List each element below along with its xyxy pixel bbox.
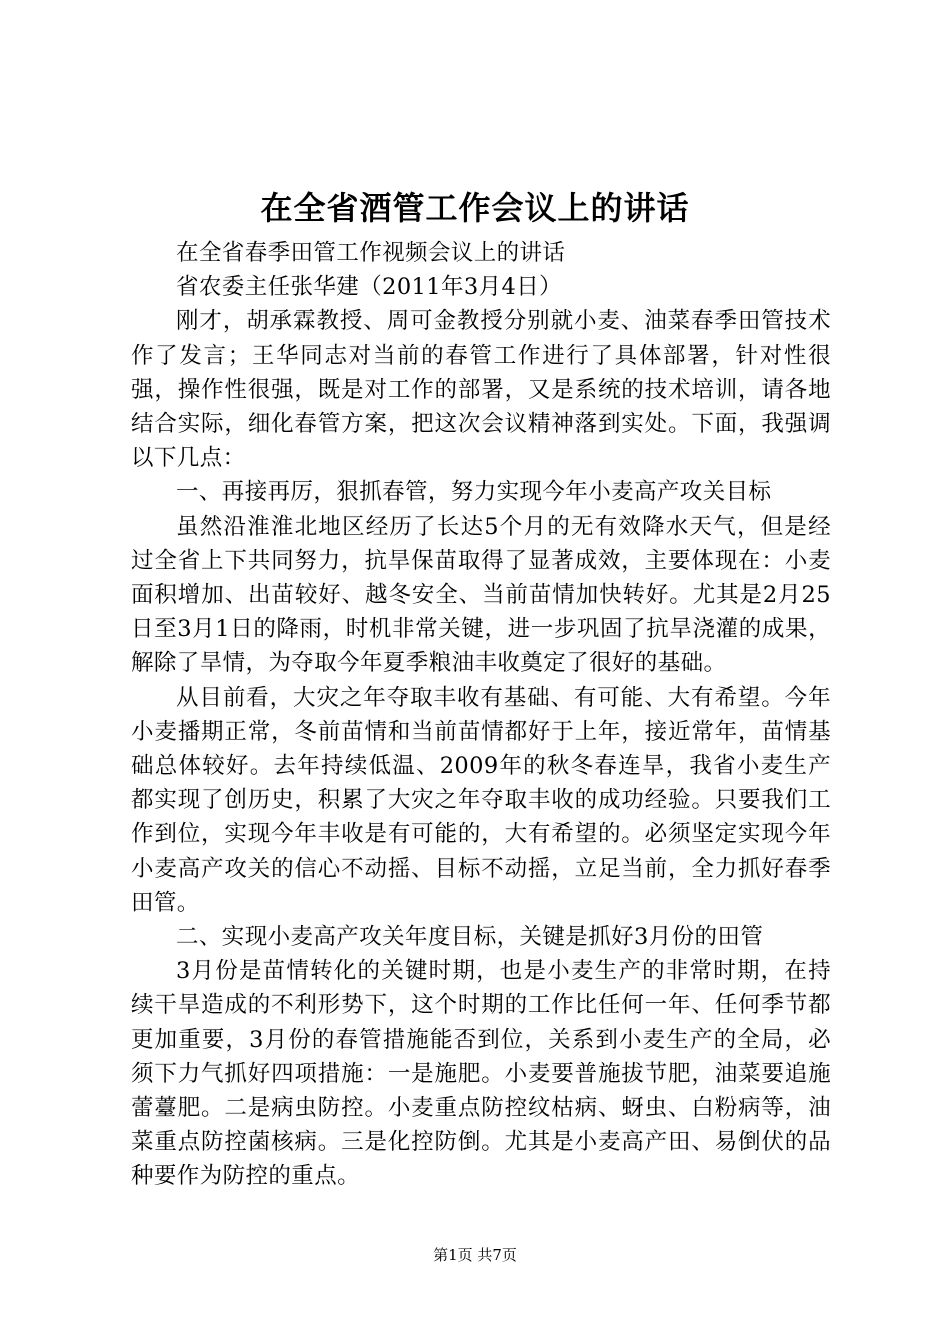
paragraph: 3月份是苗情转化的关键时期，也是小麦生产的非常时期，在持续干旱造成的不利形势下，这个时期的工作比任何一年、任何季节都更加重要，3月份的春管措施能否到位，关系到小麦生产的全局，必须下力气抓好四项措施：一是施肥。小麦要普施拔节肥，油菜要追施蕾薹肥。二是病虫防控。小麦重点防控纹枯病、蚜虫、白粉病等，油菜重点防控菌核病。三是化控防倒。尤其是小麦高产田、易倒伏的品种要作为防控的重点。 <box>131 958 831 1190</box>
paragraph-subtitle: 在全省春季田管工作视频会议上的讲话 <box>176 240 566 266</box>
document-title: 在全省酒管工作会议上的讲话 <box>260 189 690 227</box>
section-heading: 二、实现小麦高产攻关年度目标，关键是抓好3月份的田管 <box>176 924 764 951</box>
paragraph: 从目前看，大灾之年夺取丰收有基础、有可能、大有希望。今年小麦播期正常，冬前苗情和当前苗情都好于上年，接近常年，苗情基础总体较好。去年持续低温、2009年的秋冬春连旱，我省小麦生产都实现了创历史，积累了大灾之年夺取丰收的成功经验。只要我们工作到位，实现今年丰收是有可能的，大有希望的。必须坚定实现今年小麦高产攻关的信心不动摇、目标不动摇，立足当前，全力抓好春季田管。 <box>131 684 831 916</box>
paragraph: 虽然沿淮淮北地区经历了长达5个月的无有效降水天气，但是经过全省上下共同努力，抗旱保苗取得了显著成效，主要体现在：小麦面积增加、出苗较好、越冬安全、当前苗情加快转好。尤其是2月25日至3月1日的降雨，时机非常关键，进一步巩固了抗旱浇灌的成果，解除了旱情，为夺取今年夏季粮油丰收奠定了很好的基础。 <box>131 513 831 677</box>
paragraph: 刚才，胡承霖教授、周可金教授分别就小麦、油菜春季田管技术作了发言；王华同志对当前的春管工作进行了具体部署，针对性很强，操作性很强，既是对工作的部署，又是系统的技术培训，请各地结合实际，细化春管方案，把这次会议精神落到实处。下面，我强调以下几点： <box>131 308 831 472</box>
page-number-footer: 第1页 共7页 <box>433 1246 517 1264</box>
section-heading: 一、再接再厉，狠抓春管，努力实现今年小麦高产攻关目标 <box>176 479 772 506</box>
document-body <box>131 236 831 1194</box>
paragraph-speaker: 省农委主任张华建（2011年3月4日） <box>176 274 562 301</box>
